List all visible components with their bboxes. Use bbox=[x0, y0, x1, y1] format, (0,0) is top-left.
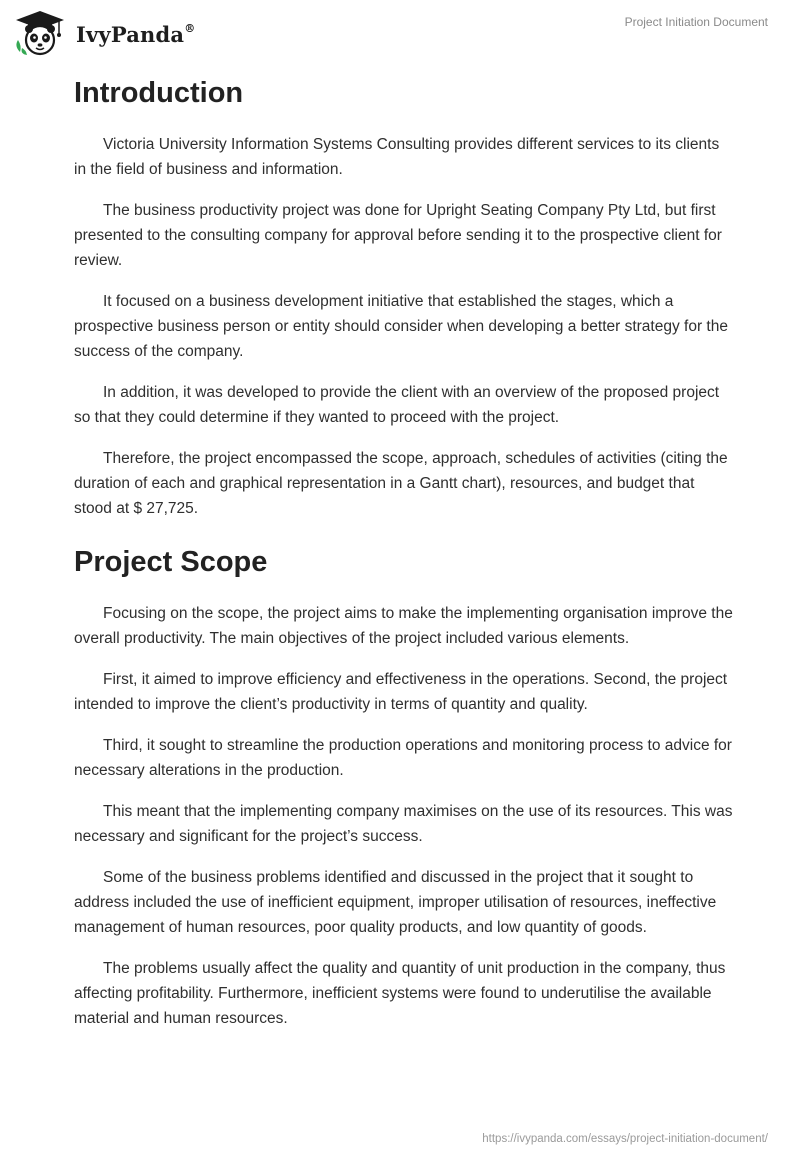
paragraph: The business productivity project was done for Upright Seating Company Pty Ltd, but first presented to the consulting company for approval before sending it to the prospective client for review. bbox=[74, 202, 722, 269]
brand-logo[interactable] bbox=[14, 10, 195, 56]
paragraph: Victoria University Information Systems Consulting provides different services to its clients in the field of business and information. bbox=[74, 136, 720, 178]
paragraph: It focused on a business development initiative that established the stages, which a prospective business person or entity should consider when developing a better strategy for the success of the company. bbox=[74, 293, 728, 360]
document-title: Project Initiation Document bbox=[624, 15, 768, 29]
paragraph: This meant that the implementing company maximises on the use of its resources. This was necessary and significant for the project’s success. bbox=[74, 803, 733, 845]
paragraph: First, it aimed to improve efficiency and effectiveness in the operations. Second, the project intended to improve the client’s productivity in terms of quantity and quality. bbox=[74, 671, 728, 713]
page-header bbox=[0, 0, 800, 60]
article-body bbox=[74, 70, 734, 1047]
source-url-link[interactable]: https://ivypanda.com/essays/project-initiation-document/ bbox=[482, 1133, 768, 1145]
section-heading-introduction: Introduction bbox=[74, 77, 244, 109]
section-heading-project-scope: Project Scope bbox=[74, 546, 268, 578]
brand-name: IvyPanda® bbox=[76, 21, 196, 47]
paragraph: Third, it sought to streamline the production operations and monitoring process to advice for necessary alterations in the production. bbox=[74, 737, 732, 779]
paragraph: Therefore, the project encompassed the scope, approach, schedules of activities (citing the duration of each and graphical representation in a Gantt chart), resources, and budget that stood at $ 27,725. bbox=[74, 450, 728, 517]
paragraph: Some of the business problems identified and discussed in the project that it sought to address included the use of inefficient equipment, improper utilisation of resources, ineffective management of human resources, poor quality products, and low quantity of goods. bbox=[74, 869, 717, 936]
paragraph: Focusing on the scope, the project aims to make the implementing organisation improve the overall productivity. The main objectives of the project included various elements. bbox=[74, 605, 733, 647]
paragraph: In addition, it was developed to provide the client with an overview of the proposed project so that they could determine if they wanted to proceed with the project. bbox=[74, 384, 720, 426]
panda-graduate-icon bbox=[14, 10, 66, 56]
paragraph: The problems usually affect the quality and quantity of unit production in the company, thus affecting profitability. Furthermore, inefficient systems were found to underutilise the available material and human resources. bbox=[74, 960, 726, 1027]
